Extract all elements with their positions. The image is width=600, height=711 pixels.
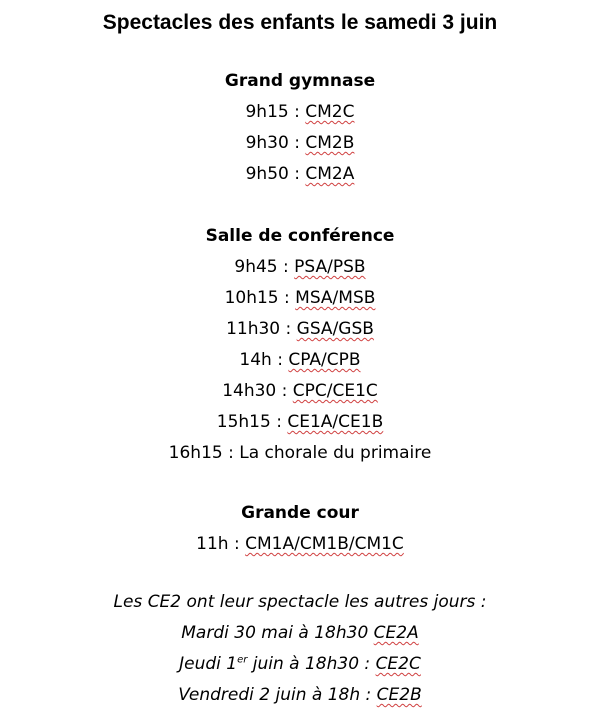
entry-separator: : [270,412,288,432]
entry-separator: : [277,257,295,277]
schedule-entry [0,440,600,466]
entry-time: 14h30 [222,381,277,401]
entry-group: MSA/MSB [295,288,376,308]
entry-group: CM1A/CM1B/CM1C [245,534,404,554]
entry-time: 9h50 [245,164,289,184]
entry-group: CM2A [305,164,355,184]
page-title: Spectacles des enfants le samedi 3 juin [102,11,498,34]
schedule-entry [0,161,600,187]
entry-time: 10h15 [224,288,279,308]
schedule-entry [0,531,600,557]
schedule-entry [0,378,600,404]
entry-time: 16h15 [168,443,223,463]
note-text: juin à 18h30 : [247,654,376,674]
entry-group: CE1A/CE1B [287,412,384,432]
schedule-entry [0,316,600,342]
entry-group: CM2B [305,133,355,153]
note-group: CE2C [375,654,421,674]
note-text: Mardi 30 mai à 18h30 [181,623,374,643]
entry-group: PSA/PSB [294,257,366,277]
entry-group: CM2C [305,102,355,122]
entry-separator: : [276,381,293,401]
note-line [0,651,600,677]
entry-group: CPC/CE1C [292,381,378,401]
note-line [0,620,600,646]
entry-time: 11h [196,534,229,554]
entry-separator: : [280,319,297,339]
note-superscript: er [237,654,248,666]
note-line [0,682,600,708]
entry-separator: : [288,102,306,122]
note-group: CE2B [376,685,422,705]
entry-separator: : [271,350,289,370]
note-text: Jeudi 1 [179,654,238,674]
entry-separator: : [288,164,306,184]
section-heading-grand-gymnase: Grand gymnase [224,71,376,91]
schedule-entry [0,409,600,435]
entry-separator: : [288,133,306,153]
section-heading-salle-de-conference: Salle de conférence [205,226,395,246]
entry-separator: : [228,534,246,554]
schedule-entry [0,285,600,311]
entry-time: 14h [239,350,272,370]
schedule-entry [0,130,600,156]
note-text: Vendredi 2 juin à 18h : [178,685,377,705]
schedule-entry [0,99,600,125]
entry-separator: : [278,288,296,308]
entry-time: 11h30 [226,319,281,339]
entry-time: 15h15 [216,412,271,432]
note-group: CE2A [373,623,419,643]
entry-separator: : [222,443,240,463]
entry-time: 9h30 [245,133,289,153]
section-heading-grande-cour: Grande cour [241,503,359,523]
entry-time: 9h15 [245,102,289,122]
entry-group: GSA/GSB [296,319,374,339]
note-intro: Les CE2 ont leur spectacle les autres jours : [113,592,487,612]
entry-group: CPA/CPB [288,350,361,370]
entry-group: La chorale du primaire [239,443,432,463]
schedule-entry [0,347,600,373]
schedule-entry [0,254,600,280]
entry-time: 9h45 [234,257,278,277]
